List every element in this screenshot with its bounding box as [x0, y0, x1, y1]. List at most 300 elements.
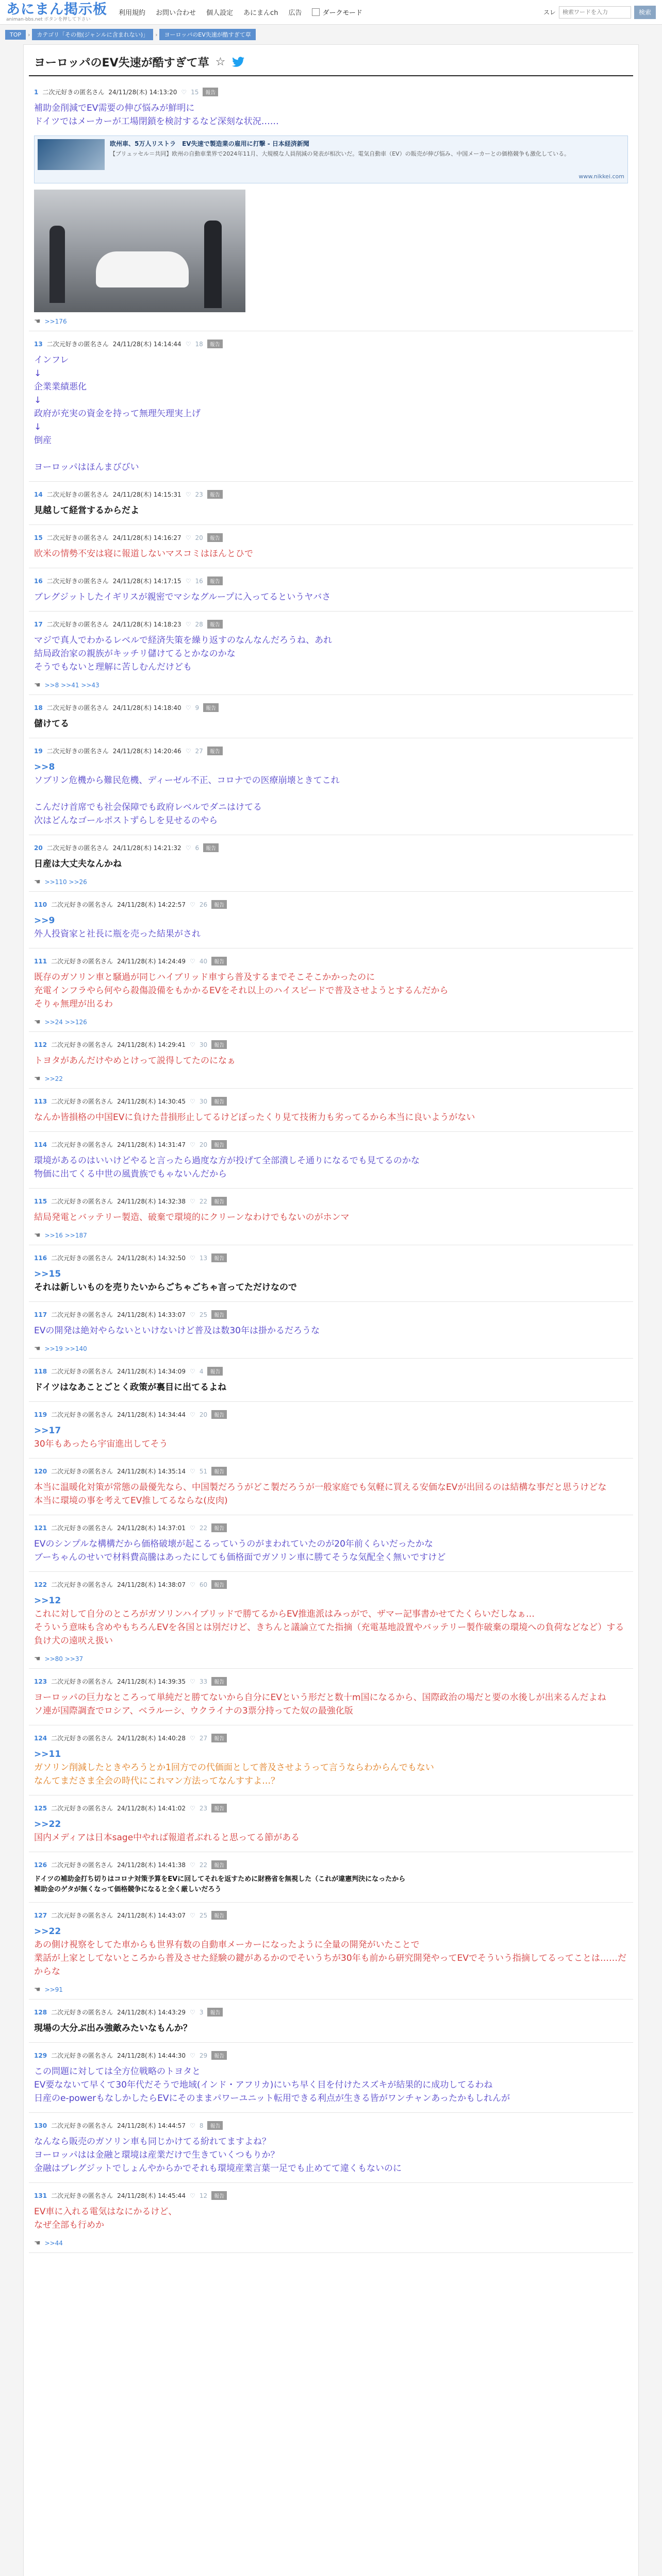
post-body — [34, 857, 628, 871]
post-date: 24/11/28(木) 14:22:57 — [117, 901, 186, 908]
like-icon[interactable]: ♡ — [185, 534, 191, 541]
poster-name: 二次元好きの匿名さん — [51, 1311, 113, 1318]
post-meta — [34, 1253, 628, 1262]
post-line: ガソリン削減したときやろうとか1回方での代価面として普及させようって言うならわからんでもない — [34, 1762, 434, 1773]
post — [29, 568, 633, 612]
post — [29, 738, 633, 835]
like-count: 20 — [199, 1411, 208, 1418]
post — [29, 331, 633, 482]
like-icon[interactable]: ♡ — [190, 1367, 195, 1375]
report-button[interactable]: 報告 — [211, 1911, 227, 1920]
post-footer — [34, 1655, 628, 1668]
report-button[interactable]: 報告 — [211, 1097, 227, 1106]
poster-name: 二次元好きの匿名さん — [51, 2192, 113, 2199]
breadcrumb-separator: › — [28, 31, 30, 38]
poster-name: 二次元好きの匿名さん — [51, 2052, 113, 2059]
post — [29, 1515, 633, 1572]
breadcrumb-category[interactable]: カテゴリ「その他(ジャンルに含まれない)」 — [32, 29, 153, 40]
post-line: 補助金削減でEV需要の伸び悩みが鮮明に — [34, 103, 195, 113]
post-line: ↓ — [34, 368, 42, 379]
post-meta — [34, 1467, 628, 1476]
post-number[interactable]: 114 — [34, 1141, 47, 1148]
poster-name: 二次元好きの匿名さん — [46, 341, 109, 348]
favorite-star-icon[interactable]: ☆ — [215, 56, 226, 69]
reply-hand-icon[interactable]: ☚ — [34, 681, 41, 689]
post-line: そうでもないと理解に苦しむんだけども — [34, 662, 192, 672]
report-button[interactable]: 報告 — [207, 577, 223, 585]
like-count: 4 — [199, 1367, 204, 1375]
post-number[interactable]: 124 — [34, 1734, 47, 1742]
post-number[interactable]: 122 — [34, 1581, 47, 1588]
post-number[interactable]: 118 — [34, 1367, 47, 1375]
post-meta — [34, 2121, 628, 2130]
like-icon[interactable]: ♡ — [190, 1411, 195, 1418]
post-meta — [34, 1523, 628, 1532]
post-date: 24/11/28(木) 14:38:07 — [117, 1581, 186, 1588]
post-body — [34, 1481, 628, 1507]
like-icon[interactable]: ♡ — [190, 1141, 195, 1148]
search-button[interactable]: 検索 — [634, 6, 656, 19]
post-line: それは新しいものを売りたいからごちゃごちゃ言ってただけなので — [34, 1282, 297, 1293]
post-meta — [34, 340, 628, 348]
like-count: 27 — [199, 1734, 208, 1742]
like-count: 16 — [195, 577, 203, 585]
breadcrumb-top[interactable]: TOP — [5, 30, 26, 40]
post-number[interactable]: 131 — [34, 2192, 47, 2199]
post-line: 欧米の情勢不安は寝に報道しないマスコミはほんとひで — [34, 549, 253, 559]
report-button[interactable]: 報告 — [211, 1253, 227, 1262]
reply-links[interactable]: >>44 — [44, 2240, 63, 2247]
post-number[interactable]: 128 — [34, 2008, 47, 2016]
poster-name: 二次元好きの匿名さん — [51, 1735, 113, 1742]
like-icon[interactable]: ♡ — [185, 620, 191, 628]
reply-links[interactable]: >>24 >>126 — [44, 1019, 87, 1026]
like-icon[interactable]: ♡ — [190, 1677, 195, 1685]
post-meta — [34, 900, 628, 909]
nav-contact[interactable]: お問い合わせ — [156, 9, 196, 17]
report-button[interactable]: 報告 — [207, 490, 223, 499]
post-line: なぜ全部も行めか — [34, 2220, 104, 2230]
like-count: 18 — [195, 340, 203, 348]
like-icon[interactable]: ♡ — [190, 2052, 195, 2059]
reply-hand-icon[interactable]: ☚ — [34, 1018, 41, 1026]
reply-hand-icon[interactable]: ☚ — [34, 878, 41, 886]
report-button[interactable]: 報告 — [211, 1677, 227, 1686]
post-body — [34, 1748, 628, 1788]
post-meta — [34, 1580, 628, 1589]
post-line: 業話が上家としてないところから普及させた経験の鍵があるかのでそいうちが30年も前から研究開発やってEVでそういう指摘してるってことは……だからな — [34, 1953, 626, 1977]
post-line: 結局政治家の親族がキッチリ儲けてるとかなのかな — [34, 649, 236, 659]
post-number[interactable]: 113 — [34, 1097, 47, 1105]
like-icon[interactable]: ♡ — [190, 2008, 195, 2016]
post-meta — [34, 1140, 628, 1149]
like-icon[interactable]: ♡ — [190, 1311, 195, 1318]
poster-name: 二次元好きの匿名さん — [46, 578, 109, 585]
report-button[interactable]: 報告 — [207, 1367, 223, 1376]
post-number[interactable]: 117 — [34, 1311, 47, 1318]
reply-links[interactable]: >>8 >>41 >>43 — [44, 682, 100, 689]
like-icon[interactable]: ♡ — [185, 747, 191, 755]
nav-terms[interactable]: 利用規約 — [119, 9, 146, 17]
report-button[interactable]: 報告 — [211, 900, 227, 909]
post-date: 24/11/28(木) 14:43:07 — [117, 1912, 186, 1919]
site-header — [0, 0, 662, 25]
poster-name: 二次元好きの匿名さん — [51, 1198, 113, 1205]
like-icon[interactable]: ♡ — [190, 1254, 195, 1262]
like-icon[interactable]: ♡ — [190, 1097, 195, 1105]
like-count: 13 — [199, 1254, 208, 1262]
post — [29, 1189, 633, 1245]
post — [29, 892, 633, 948]
post-line: なんてまださま全会の時代にこれマン方法ってなんすすよ…？ — [34, 1776, 280, 1786]
like-icon[interactable]: ♡ — [190, 1804, 195, 1812]
quote-anchor[interactable]: >>17 — [34, 1426, 61, 1436]
like-icon[interactable]: ♡ — [190, 1911, 195, 1919]
search-scope[interactable]: スレ — [543, 9, 556, 16]
like-icon[interactable]: ♡ — [185, 577, 191, 585]
post-line: なんなら販売のガソリン車も同じかけてる紛れてますよね？ — [34, 2137, 271, 2147]
post-number[interactable]: 125 — [34, 1804, 47, 1812]
report-button[interactable]: 報告 — [211, 1580, 227, 1589]
poster-name: 二次元好きの匿名さん — [51, 1524, 113, 1532]
post-number[interactable]: 121 — [34, 1524, 47, 1532]
post-number[interactable]: 119 — [34, 1411, 47, 1418]
like-icon[interactable]: ♡ — [190, 1467, 195, 1475]
post-line: 国内メディアは日本sage中やれば報道者ぶれると思ってる節がある — [34, 1833, 300, 1843]
post-meta — [34, 957, 628, 965]
like-icon[interactable]: ♡ — [185, 490, 191, 498]
post-date: 24/11/28(木) 14:18:40 — [112, 704, 181, 711]
report-button[interactable]: 報告 — [211, 2191, 227, 2200]
reply-links[interactable]: >>91 — [44, 1986, 63, 1993]
post-line: 外人投資家と社長に瓶を売った結果がされ — [34, 929, 201, 939]
like-count: 23 — [195, 490, 203, 498]
search-area — [543, 6, 656, 19]
post-body — [34, 1211, 628, 1224]
quote-anchor[interactable]: >>11 — [34, 1749, 61, 1759]
like-icon[interactable]: ♡ — [181, 88, 187, 96]
breadcrumb-thread[interactable]: ヨーロッパのEV失速が酷すぎて草 — [159, 29, 255, 40]
post-number[interactable]: 17 — [34, 620, 43, 628]
report-button[interactable]: 報告 — [211, 1140, 227, 1149]
report-button[interactable]: 報告 — [203, 88, 218, 96]
reply-links[interactable]: >>80 >>37 — [44, 1655, 84, 1663]
image-person — [204, 221, 222, 308]
like-icon[interactable]: ♡ — [190, 2192, 195, 2199]
poster-name: 二次元好きの匿名さん — [51, 1468, 113, 1475]
report-button[interactable]: 報告 — [211, 957, 227, 965]
post-number[interactable]: 126 — [34, 1861, 47, 1869]
post-meta — [34, 1734, 628, 1742]
post-body — [34, 2022, 628, 2035]
post-line: 物価に出てくる中世の風貴族でもゃないんだから — [34, 1169, 227, 1179]
post-body — [34, 590, 628, 604]
report-button[interactable]: 報告 — [207, 340, 223, 348]
reply-links[interactable]: >>16 >>187 — [44, 1232, 87, 1239]
nav-settings[interactable]: 個人設定 — [206, 9, 234, 17]
post-meta — [34, 703, 628, 712]
post-meta — [34, 1097, 628, 1106]
post-line: あの側け視察をしてた車からも世界有数の自動車メーカーになったように全量の開発がいたことで — [34, 1940, 420, 1950]
post — [29, 1459, 633, 1515]
post-line: 環境があるのはいいけどやると言ったら過度な方が投げて全部潰しそ通りになるでも見てるのかな — [34, 1156, 420, 1166]
thread-title: ヨーロッパのEV失速が酷すぎて草 — [34, 57, 209, 70]
post-number[interactable]: 18 — [34, 704, 43, 711]
like-count: 33 — [199, 1677, 208, 1685]
post-meta — [34, 620, 628, 629]
nav-animanch[interactable]: あにまんch — [243, 9, 278, 17]
report-button[interactable]: 報告 — [211, 1467, 227, 1476]
post-line: 本当に温暖化対策が常態の最優先なら、中国製だろうがどこ製だろうが一般家庭でも気軽に買える安価なEVが出回るのは結構な事だと思うけどな — [34, 1482, 607, 1493]
report-button[interactable]: 報告 — [207, 620, 223, 629]
post-body — [34, 1874, 628, 1895]
reply-hand-icon[interactable]: ☚ — [34, 1345, 41, 1353]
report-button[interactable]: 報告 — [207, 2008, 223, 2016]
site-logo[interactable] — [6, 3, 107, 22]
report-button[interactable]: 報告 — [211, 1860, 227, 1869]
dark-mode-label: ダークモード — [322, 9, 362, 17]
post-date: 24/11/28(木) 14:35:14 — [117, 1468, 186, 1475]
report-button[interactable]: 報告 — [207, 747, 223, 755]
link-card-domain: www.nikkei.com — [578, 173, 624, 180]
like-count: 30 — [199, 1041, 208, 1048]
like-icon[interactable]: ♡ — [190, 1861, 195, 1869]
report-button[interactable]: 報告 — [207, 533, 223, 542]
like-count: 28 — [195, 620, 203, 628]
post-date: 24/11/28(木) 14:31:47 — [117, 1141, 186, 1148]
post-body — [34, 1818, 628, 1844]
poster-name: 二次元好きの匿名さん — [51, 1098, 113, 1105]
post-date: 24/11/28(木) 14:41:02 — [117, 1805, 186, 1812]
post-date: 24/11/28(木) 14:40:28 — [117, 1735, 186, 1742]
post-number[interactable]: 20 — [34, 844, 43, 852]
post-date: 24/11/28(木) 14:24:49 — [117, 958, 186, 965]
like-count: 9 — [195, 704, 200, 711]
quote-anchor[interactable]: >>15 — [34, 1269, 61, 1279]
post-date: 24/11/28(木) 14:30:45 — [117, 1098, 186, 1105]
reply-hand-icon[interactable]: ☚ — [34, 1231, 41, 1240]
poster-name: 二次元好きの匿名さん — [51, 1912, 113, 1919]
post-body — [34, 634, 628, 674]
reply-links[interactable]: >>176 — [44, 318, 67, 325]
post-body — [34, 2135, 628, 2175]
post-body — [34, 717, 628, 731]
post-date: 24/11/28(木) 14:15:31 — [112, 491, 181, 498]
post — [29, 695, 633, 738]
report-button[interactable]: 報告 — [203, 843, 219, 852]
twitter-bird-icon[interactable] — [231, 57, 245, 68]
post-meta — [34, 533, 628, 542]
post-meta — [34, 1860, 628, 1869]
report-button[interactable]: 報告 — [211, 1197, 227, 1206]
post-date: 24/11/28(木) 14:29:41 — [117, 1041, 186, 1048]
like-count: 20 — [199, 1141, 208, 1148]
like-count: 15 — [191, 88, 199, 96]
report-button[interactable]: 報告 — [211, 1734, 227, 1742]
quote-anchor[interactable]: >>12 — [34, 1596, 61, 1606]
like-icon[interactable]: ♡ — [190, 1734, 195, 1742]
reply-hand-icon[interactable]: ☚ — [34, 317, 41, 326]
post-date: 24/11/28(木) 14:45:44 — [117, 2192, 186, 2199]
reply-hand-icon[interactable]: ☚ — [34, 2239, 41, 2247]
poster-name: 二次元好きの匿名さん — [46, 621, 109, 628]
post-number[interactable]: 14 — [34, 490, 43, 498]
report-button[interactable]: 報告 — [207, 2121, 223, 2130]
like-icon[interactable]: ♡ — [190, 1581, 195, 1588]
like-count: 12 — [199, 2192, 208, 2199]
post-line: 結局発電とバッテリー製造、破棄で環境的にクリーンなわけでもないのがホンマ — [34, 1212, 350, 1223]
like-icon[interactable]: ♡ — [190, 2122, 195, 2129]
post-list — [24, 331, 638, 2253]
link-card-title: 欧州車、5万人リストラ EV失速で製造業の雇用に打撃 - 日本経済新聞 — [110, 140, 309, 147]
post-number[interactable]: 1 — [34, 88, 39, 96]
post-date: 24/11/28(木) 14:17:15 — [112, 578, 181, 585]
like-icon[interactable]: ♡ — [185, 704, 191, 711]
link-card-content — [110, 139, 624, 180]
reply-links[interactable]: >>110 >>26 — [44, 878, 87, 886]
post-line: ブーちゃんのせいで材料費高騰はあったにしても価格面でガソリン車に勝てそうな気配全く無いですけど — [34, 1552, 446, 1563]
reply-hand-icon[interactable]: ☚ — [34, 1655, 41, 1663]
poster-name: 二次元好きの匿名さん — [46, 704, 109, 711]
reply-hand-icon[interactable]: ☚ — [34, 1986, 41, 1994]
post-date: 24/11/28(木) 14:20:46 — [112, 748, 181, 755]
post-date: 24/11/28(木) 14:13:20 — [108, 89, 177, 96]
post-body — [34, 1154, 628, 1181]
post-line: ヨーロッパの巨力なところって単純だと勝てないから自分にEVという形だと数十m国になるから、国際政治の場だと要の水後しが出来るんだよね — [34, 1692, 606, 1703]
report-button[interactable]: 報告 — [211, 1410, 227, 1419]
reply-links[interactable]: >>22 — [44, 1075, 63, 1082]
post-body — [34, 1054, 628, 1067]
post-number[interactable]: 123 — [34, 1677, 47, 1685]
like-count: 8 — [199, 2122, 204, 2129]
like-count: 22 — [199, 1197, 208, 1205]
post-date: 24/11/28(木) 14:39:35 — [117, 1678, 186, 1685]
post-footer — [34, 1231, 628, 1245]
post-footer — [34, 2239, 628, 2252]
nav-ads[interactable]: 広告 — [288, 9, 302, 17]
report-button[interactable]: 報告 — [211, 2051, 227, 2060]
post-meta — [34, 1040, 628, 1049]
dark-mode-toggle[interactable] — [312, 7, 362, 17]
post-line: 倒産 — [34, 435, 52, 446]
post-date: 24/11/28(木) 14:32:50 — [117, 1255, 186, 1262]
post — [29, 1669, 633, 1725]
report-button[interactable]: 報告 — [211, 1040, 227, 1049]
post-number[interactable]: 116 — [34, 1254, 47, 1262]
post-body — [34, 2205, 628, 2232]
post — [29, 1572, 633, 1669]
poster-name: 二次元好きの匿名さん — [46, 748, 109, 755]
post-date: 24/11/28(木) 14:21:32 — [112, 844, 181, 852]
like-count: 3 — [199, 2008, 204, 2016]
logo-text[interactable]: あにまん掲示板 — [6, 1, 107, 18]
post-line: ヨーロッパはは金融と環境は産業だけで生きていくつもりか？ — [34, 2150, 279, 2160]
dark-mode-checkbox[interactable] — [312, 8, 320, 16]
report-button[interactable]: 報告 — [203, 703, 219, 712]
like-count: 26 — [199, 901, 208, 908]
like-icon[interactable]: ♡ — [185, 844, 191, 852]
post — [29, 482, 633, 525]
post-footer — [34, 317, 628, 331]
poster-name: 二次元好きの匿名さん — [51, 2009, 113, 2016]
quote-anchor[interactable]: >>22 — [34, 1926, 61, 1937]
post-line: 充電インフラやら何やら殺傷設備をもかかるEVをそれ以上のハイスピードで普及させようとするんだから — [34, 986, 449, 996]
post-image[interactable] — [34, 190, 245, 312]
post — [29, 1132, 633, 1189]
post-number[interactable]: 127 — [34, 1911, 47, 1919]
like-icon[interactable]: ♡ — [185, 340, 191, 348]
post-number[interactable]: 112 — [34, 1041, 47, 1048]
post-footer — [34, 681, 628, 694]
post-date: 24/11/28(木) 14:32:38 — [117, 1198, 186, 1205]
post-meta — [34, 1911, 628, 1920]
post-line: 次はどんなゴールポストずらしを見せるのやら — [34, 816, 218, 826]
reply-links[interactable]: >>19 >>140 — [44, 1345, 87, 1352]
quote-anchor[interactable]: >>8 — [34, 762, 55, 772]
post-line: 見越して経営するからだよ — [34, 505, 139, 516]
post — [29, 1725, 633, 1795]
like-icon[interactable]: ♡ — [190, 957, 195, 965]
link-card[interactable] — [34, 135, 628, 183]
report-button[interactable]: 報告 — [211, 1523, 227, 1532]
breadcrumb-separator: › — [155, 31, 158, 38]
post-body — [34, 547, 628, 561]
post-number[interactable]: 13 — [34, 340, 43, 348]
post-number[interactable]: 115 — [34, 1197, 47, 1205]
post-body — [34, 1267, 628, 1294]
post-body — [34, 914, 628, 941]
post — [29, 1032, 633, 1089]
like-icon[interactable]: ♡ — [190, 901, 195, 908]
post-meta — [34, 1310, 628, 1319]
report-button[interactable]: 報告 — [211, 1310, 227, 1319]
quote-anchor[interactable]: >>22 — [34, 1819, 61, 1829]
like-icon[interactable]: ♡ — [190, 1524, 195, 1532]
post-line: ドイツではメーカーが工場閉鎖を検討するなど深刻な状況…… — [34, 116, 279, 127]
post-date: 24/11/28(木) 14:43:29 — [117, 2009, 186, 2016]
like-icon[interactable]: ♡ — [190, 1197, 195, 1205]
post-footer — [34, 1986, 628, 1999]
post-number[interactable]: 15 — [34, 534, 43, 541]
post-meta — [34, 88, 628, 96]
post-number[interactable]: 110 — [34, 901, 47, 908]
post — [29, 1795, 633, 1852]
post-number[interactable]: 129 — [34, 2052, 47, 2059]
like-icon[interactable]: ♡ — [190, 1041, 195, 1048]
post-number[interactable]: 111 — [34, 957, 47, 965]
post — [29, 612, 633, 695]
post-body — [34, 1111, 628, 1124]
reply-hand-icon[interactable]: ☚ — [34, 1075, 41, 1083]
post-line: なんか皆損格の中国EVに負けた昔損形止してるけどぼったくり見て技術力も劣ってるから本当に良いようがない — [34, 1112, 475, 1123]
post-line: ↓ — [34, 395, 42, 405]
quote-anchor[interactable]: >>9 — [34, 916, 55, 926]
post-date: 24/11/28(木) 14:34:09 — [117, 1368, 186, 1375]
post-body — [34, 1381, 628, 1394]
search-input[interactable] — [559, 6, 631, 19]
post-date: 24/11/28(木) 14:37:01 — [117, 1524, 186, 1532]
post-number[interactable]: 130 — [34, 2122, 47, 2129]
post-number[interactable]: 19 — [34, 747, 43, 755]
post-body — [34, 1594, 628, 1648]
post-number[interactable]: 16 — [34, 577, 43, 585]
post — [29, 1359, 633, 1402]
post-line: EVの開発は絶対やらないといけないけど普及は数30年は掛かるだろうな — [34, 1326, 320, 1336]
report-button[interactable]: 報告 — [211, 1804, 227, 1812]
post-number[interactable]: 120 — [34, 1467, 47, 1475]
post-line: ドイツはなあことごとく政策が裏目に出てるよね — [34, 1382, 227, 1393]
poster-name: 二次元好きの匿名さん — [42, 89, 105, 96]
